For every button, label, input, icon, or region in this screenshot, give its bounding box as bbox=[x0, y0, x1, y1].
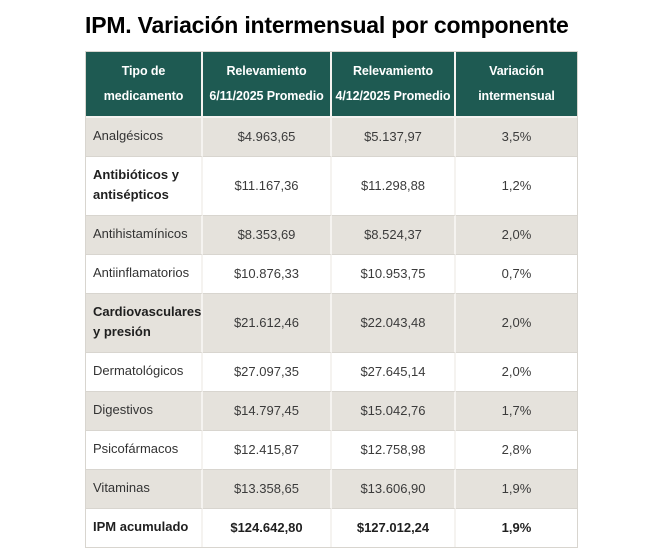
col-header-relevamiento-dic bbox=[332, 52, 456, 118]
dic-value: $12.758,98 bbox=[332, 431, 456, 470]
col-header-relevamiento-nov bbox=[203, 52, 332, 118]
table-row-antiinflamatorios bbox=[86, 255, 577, 294]
ipm-table bbox=[85, 51, 578, 548]
table-header bbox=[86, 52, 577, 118]
nov-value: $12.415,87 bbox=[203, 431, 332, 470]
row-label: Vitaminas bbox=[86, 470, 203, 509]
table-row-digestivos bbox=[86, 392, 577, 431]
row-label: Psicofármacos bbox=[86, 431, 203, 470]
nov-value: $13.358,65 bbox=[203, 470, 332, 509]
variation-value: 1,9% bbox=[456, 470, 577, 509]
dic-value: $13.606,90 bbox=[332, 470, 456, 509]
table-row-cardiovasculares bbox=[86, 294, 577, 353]
header-line: medicamento bbox=[103, 89, 184, 103]
variation-value: 0,7% bbox=[456, 255, 577, 294]
variation-value: 1,7% bbox=[456, 392, 577, 431]
variation-value: 3,5% bbox=[456, 118, 577, 157]
row-label: Analgésicos bbox=[86, 118, 203, 157]
nov-value: $8.353,69 bbox=[203, 216, 332, 255]
table-row-dermatologicos bbox=[86, 353, 577, 392]
variation-value: 1,9% bbox=[456, 509, 577, 547]
dic-value: $8.524,37 bbox=[332, 216, 456, 255]
nov-value: $11.167,36 bbox=[203, 157, 332, 216]
table-row-vitaminas bbox=[86, 470, 577, 509]
table-row-psicofarmacos bbox=[86, 431, 577, 470]
row-label: Cardiovasculares y presión bbox=[86, 294, 203, 353]
page-title: IPM. Variación intermensual por componente bbox=[85, 12, 569, 38]
dic-value: $11.298,88 bbox=[332, 157, 456, 216]
dic-value: $5.137,97 bbox=[332, 118, 456, 157]
header-line: Relevamiento bbox=[352, 64, 434, 78]
dic-value: $27.645,14 bbox=[332, 353, 456, 392]
header-row bbox=[86, 52, 577, 118]
header-line: 6/11/2025 Promedio bbox=[209, 89, 324, 103]
dic-value: $15.042,76 bbox=[332, 392, 456, 431]
header-line: Tipo de bbox=[121, 64, 166, 78]
header-line: 4/12/2025 Promedio bbox=[335, 89, 451, 103]
table-row-antihistaminicos bbox=[86, 216, 577, 255]
row-label: Antibióticos y antisépticos bbox=[86, 157, 203, 216]
row-label: Digestivos bbox=[86, 392, 203, 431]
variation-value: 2,8% bbox=[456, 431, 577, 470]
table-row-analgesicos bbox=[86, 118, 577, 157]
variation-value: 1,2% bbox=[456, 157, 577, 216]
table-row-ipm-acumulado bbox=[86, 509, 577, 547]
variation-value: 2,0% bbox=[456, 353, 577, 392]
col-header-tipo-medicamento bbox=[86, 52, 203, 118]
nov-value: $14.797,45 bbox=[203, 392, 332, 431]
nov-value: $4.963,65 bbox=[203, 118, 332, 157]
row-label: IPM acumulado bbox=[86, 509, 203, 547]
header-line: Relevamiento bbox=[226, 64, 307, 78]
variation-value: 2,0% bbox=[456, 294, 577, 353]
row-label: Antihistamínicos bbox=[86, 216, 203, 255]
nov-value: $124.642,80 bbox=[203, 509, 332, 547]
nov-value: $10.876,33 bbox=[203, 255, 332, 294]
variation-value: 2,0% bbox=[456, 216, 577, 255]
table-body bbox=[86, 118, 577, 547]
nov-value: $21.612,46 bbox=[203, 294, 332, 353]
row-label: Dermatológicos bbox=[86, 353, 203, 392]
table-row-antibioticos bbox=[86, 157, 577, 216]
dic-value: $10.953,75 bbox=[332, 255, 456, 294]
nov-value: $27.097,35 bbox=[203, 353, 332, 392]
row-label: Antiinflamatorios bbox=[86, 255, 203, 294]
header-line: intermensual bbox=[478, 89, 555, 103]
col-header-variacion bbox=[456, 52, 577, 118]
dic-value: $127.012,24 bbox=[332, 509, 456, 547]
dic-value: $22.043,48 bbox=[332, 294, 456, 353]
header-line: Variación bbox=[489, 64, 544, 78]
